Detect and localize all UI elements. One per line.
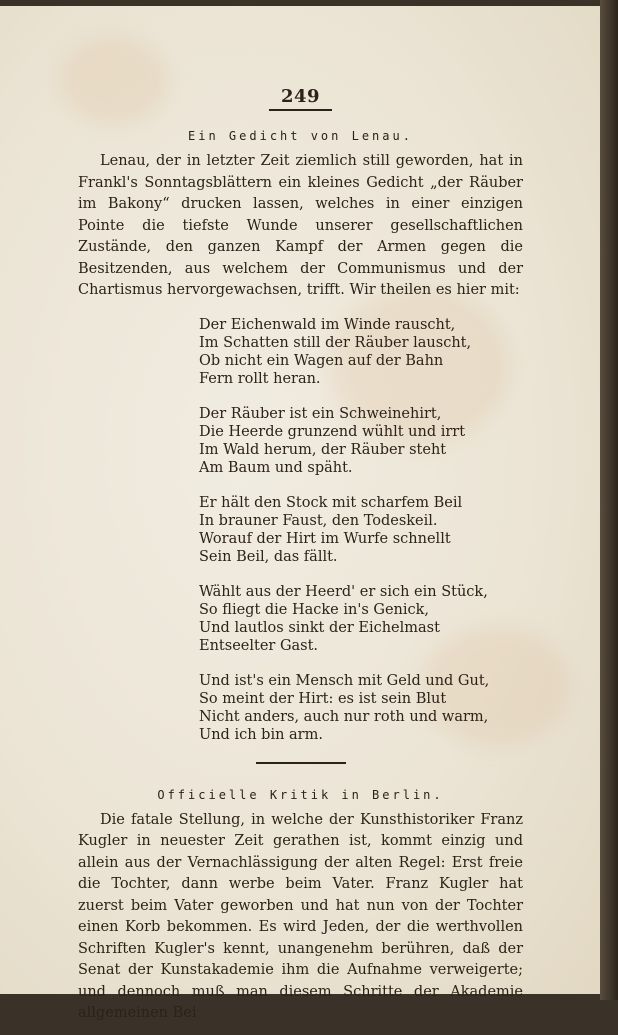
kritik-paragraph: Die fatale Stellung, in welche der Kunsthistoriker Franz Kugler in neuester Zeit gerathen ist, kommt einzig und allein aus der Vernachlässigung der alten Regel: Erst freie die Tochter, dann werbe beim Vater. Franz Kugler hat zuerst beim Vater geworben und hat nun von der Tochter einen Korb bekommen. Es wird Jeden, der die werthvollen Schriften Kugler's kennt, unangenehm berühren, daß der Senat der Kunstakademie ihm die Aufnahme verweigerte; und dennoch muß man diesem Schritte der Akademie allgemeinen Bei xyxy=(78,811,523,1021)
book-page xyxy=(0,6,600,1021)
book-spine-edge xyxy=(600,0,618,1000)
poem-stanza-1: Der Eichenwald im Winde rauscht, Im Schatten still der Räuber lauscht, Ob nicht ein Wagen auf der Bahn Fern rollt heran. xyxy=(199,316,472,387)
section-title-kritik: Officielle Kritik in Berlin. xyxy=(157,787,444,802)
poem-stanza-2: Der Räuber ist ein Schweinehirt, Die Heerde grunzend wühlt und irrt Im Wald herum, der Räuber steht Am Baum und späht. xyxy=(199,405,466,476)
section-divider xyxy=(256,762,346,764)
poem-stanza-4: Wählt aus der Heerd' er sich ein Stück, So fliegt die Hacke in's Genick, Und lautlos sinkt der Eichelmast Entseelter Gast. xyxy=(199,583,488,654)
poem-stanza-3: Er hält den Stock mit scharfem Beil In brauner Faust, den Todeskeil. Worauf der Hirt im Wurfe schnellt Sein Beil, das fällt. xyxy=(199,494,463,565)
intro-paragraph: Lenau, der in letzter Zeit ziemlich still geworden, hat in Frankl's Sonntagsblättern ein kleines Gedicht „der Räuber im Bakony“ drucken lassen, welches in einer einzigen Pointe die tiefste Wunde unserer gesellschaftlichen Zustände, den ganzen Kampf der Armen gegen die Besitzenden, aus welchem der Communismus und der Chartismus hervorgewachsen, trifft. Wir theilen es hier mit: xyxy=(78,153,523,298)
poem-stanza-5: Und ist's ein Mensch mit Geld und Gut, So meint der Hirt: es ist sein Blut Nicht anders, auch nur roth und warm, Und ich bin arm. xyxy=(199,672,490,743)
poem xyxy=(78,316,523,744)
page-content xyxy=(78,86,523,1035)
page-number-text: 249 xyxy=(269,86,332,111)
page-number xyxy=(78,86,523,111)
section-title-lenau: Ein Gedicht von Lenau. xyxy=(188,129,413,143)
